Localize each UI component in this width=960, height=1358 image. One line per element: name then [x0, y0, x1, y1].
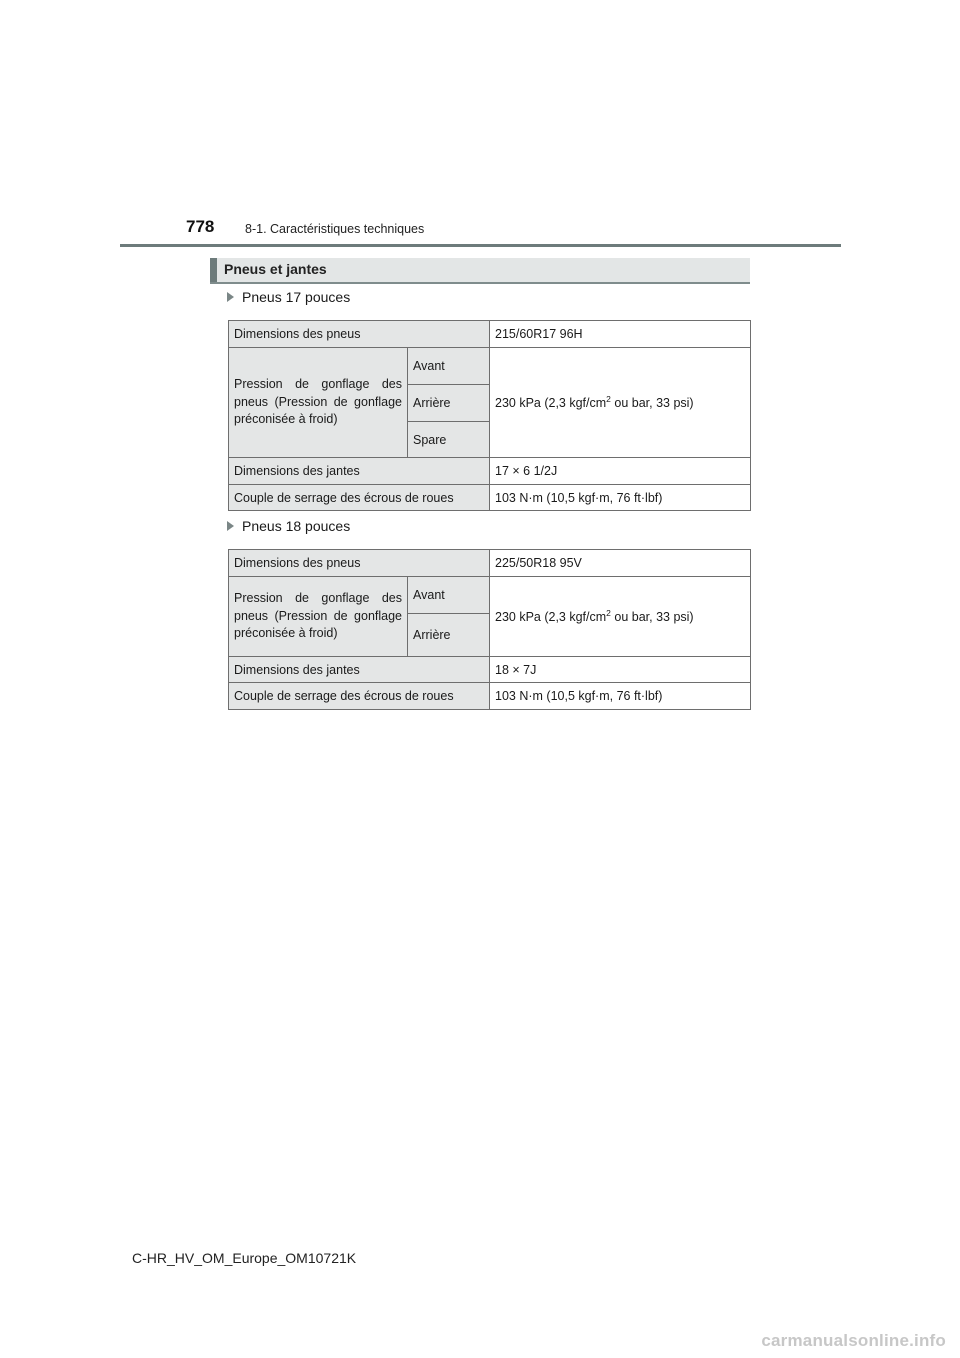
pressure-value-rest: ou bar, 33 psi)	[610, 610, 694, 625]
wheel-size-label: Dimensions des jantes	[229, 657, 490, 683]
header-rule	[120, 244, 841, 247]
position-rear: Arrière	[408, 614, 490, 657]
table-row	[229, 683, 751, 710]
position-rear: Arrière	[408, 385, 490, 422]
table-row	[229, 321, 751, 348]
position-front: Avant	[408, 348, 490, 385]
position-spare: Spare	[408, 422, 490, 458]
pressure-value-rest: ou bar, 33 psi)	[610, 396, 694, 411]
footer-doc-code: C-HR_HV_OM_Europe_OM10721K	[132, 1250, 357, 1266]
pressure-value-main: 230 kPa (2,3 kgf/cm	[495, 396, 607, 411]
tire-size-value: 225/50R18 95V	[490, 550, 751, 577]
subheading-17	[227, 289, 350, 305]
subheading-18	[227, 518, 350, 534]
section-header	[210, 258, 750, 284]
pressure-unit-exponent: 2	[606, 608, 611, 619]
section-title: Pneus et jantes	[224, 261, 327, 277]
torque-label: Couple de serrage des écrous de roues	[229, 485, 490, 511]
wheel-size-value: 18 × 7J	[490, 657, 751, 683]
pressure-unit-exponent: 2	[606, 394, 611, 405]
torque-label: Couple de serrage des écrous de roues	[229, 683, 490, 710]
tire-size-value: 215/60R17 96H	[490, 321, 751, 348]
tire-size-label: Dimensions des pneus	[229, 550, 490, 577]
pressure-value	[490, 348, 751, 458]
table-row	[229, 657, 751, 683]
subheading-17-text: Pneus 17 pouces	[242, 289, 351, 305]
table-row	[229, 348, 751, 385]
watermark: carmanualsonline.info	[761, 1331, 946, 1350]
table-row	[229, 550, 751, 577]
pressure-label: Pression de gonflage des pneus (Pression de gonflage préconisée à froid)	[229, 577, 408, 657]
tire-size-label: Dimensions des pneus	[229, 321, 490, 348]
table-row	[229, 458, 751, 485]
table-row	[229, 485, 751, 511]
triangle-bullet-icon	[227, 521, 234, 531]
tire-spec-table-17	[228, 320, 751, 511]
tire-spec-table-18	[228, 549, 751, 710]
table-row	[229, 577, 751, 614]
pressure-label: Pression de gonflage des pneus (Pression de gonflage préconisée à froid)	[229, 348, 408, 458]
pressure-value	[490, 577, 751, 657]
pressure-value-main: 230 kPa (2,3 kgf/cm	[495, 610, 607, 625]
torque-value: 103 N·m (10,5 kgf·m, 76 ft·lbf)	[490, 485, 751, 511]
breadcrumb: 8-1. Caractéristiques techniques	[245, 222, 425, 236]
wheel-size-value: 17 × 6 1/2J	[490, 458, 751, 485]
subheading-18-text: Pneus 18 pouces	[242, 518, 351, 534]
section-header-bar	[210, 258, 217, 282]
position-front: Avant	[408, 577, 490, 614]
torque-value: 103 N·m (10,5 kgf·m, 76 ft·lbf)	[490, 683, 751, 710]
wheel-size-label: Dimensions des jantes	[229, 458, 490, 485]
page-number: 778	[186, 217, 215, 236]
triangle-bullet-icon	[227, 292, 234, 302]
